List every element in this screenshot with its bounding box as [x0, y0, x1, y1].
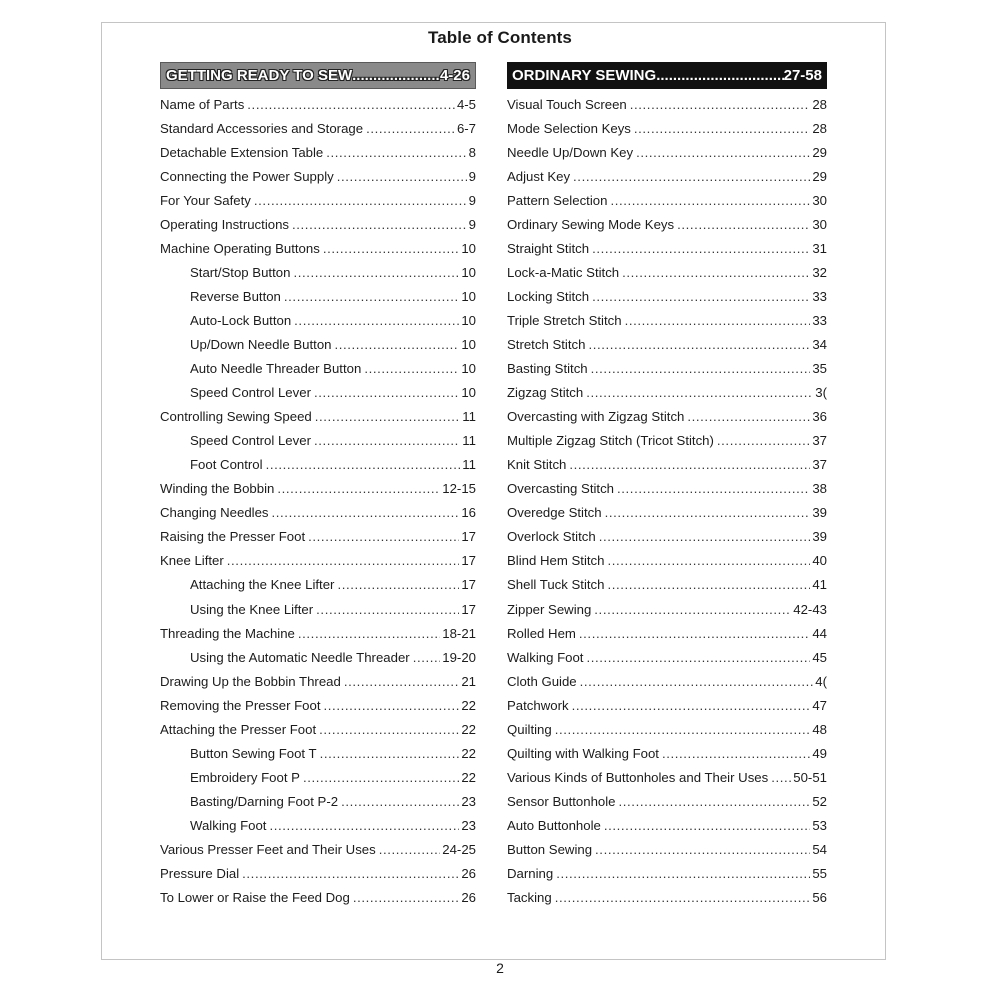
dot-leader: [717, 433, 810, 448]
toc-entry-title: Darning: [507, 866, 554, 882]
toc-entry-page: 38: [812, 481, 827, 497]
toc-entry-title: Reverse Button: [190, 288, 281, 304]
dot-leader: [586, 385, 813, 400]
toc-subentry[interactable]: [160, 573, 476, 597]
dot-leader: [337, 169, 467, 184]
toc-entry[interactable]: [507, 789, 827, 813]
dot-leader: [610, 193, 810, 208]
toc-entry-title: Speed Control Lever: [190, 433, 311, 449]
dot-leader: [269, 818, 459, 833]
toc-entry[interactable]: [160, 92, 476, 116]
toc-entry[interactable]: [507, 717, 827, 741]
toc-entry-title: Mode Selection Keys: [507, 120, 631, 136]
dot-leader: [326, 145, 466, 160]
toc-entry-page: 24-25: [442, 841, 476, 857]
page-number: 2: [496, 960, 504, 976]
dot-leader: [324, 698, 460, 713]
toc-entry-title: Ordinary Sewing Mode Keys: [507, 216, 675, 232]
toc-entry-page: 23: [461, 793, 476, 809]
toc-entry-title: Foot Control: [190, 457, 263, 473]
dot-leader: [293, 265, 459, 280]
toc-entry-title: Various Presser Feet and Their Uses: [160, 841, 376, 857]
toc-entry-page: 26: [461, 866, 476, 882]
section-heading-pages: 27-58: [783, 67, 822, 84]
dot-leader: [242, 866, 459, 881]
toc-entry[interactable]: [507, 501, 827, 525]
toc-entry-title: Button Sewing: [507, 841, 593, 857]
dot-leader: [591, 361, 811, 376]
dot-leader: [580, 674, 814, 689]
section-heading-getting-ready[interactable]: [160, 62, 476, 89]
toc-entry[interactable]: [160, 236, 476, 260]
toc-entry-title: Name of Parts: [160, 96, 245, 112]
toc-entry-page: 8: [468, 144, 476, 160]
dot-leader: [579, 626, 810, 641]
dot-leader: [320, 746, 460, 761]
toc-entry[interactable]: [507, 645, 827, 669]
toc-entry-list: [507, 92, 827, 910]
dot-leader: [622, 265, 810, 280]
toc-entry-page: 28: [812, 120, 827, 136]
dot-leader: [247, 97, 455, 112]
toc-entry-page: 34: [812, 336, 827, 352]
toc-entry-page: 10: [461, 361, 476, 377]
dot-leader: [366, 121, 455, 136]
dot-leader: [586, 650, 810, 665]
toc-entry-title: Knee Lifter: [160, 553, 224, 569]
toc-entry[interactable]: [160, 669, 476, 693]
dot-leader: [573, 169, 810, 184]
toc-entry[interactable]: [507, 813, 827, 837]
toc-entry[interactable]: [507, 886, 827, 910]
toc-entry[interactable]: [507, 477, 827, 501]
toc-entry-page: 49: [812, 745, 827, 761]
dot-leader: [604, 818, 810, 833]
dot-leader: [572, 698, 811, 713]
dot-leader: [555, 890, 811, 905]
toc-entry-page: 19-20: [442, 649, 476, 665]
dot-leader: [619, 794, 811, 809]
toc-entry-page: 17: [461, 529, 476, 545]
toc-entry-title: Attaching the Presser Foot: [160, 721, 317, 737]
toc-subentry[interactable]: [160, 741, 476, 765]
dot-leader: [314, 433, 460, 448]
toc-entry-page: 3(: [815, 385, 827, 401]
dot-leader: [607, 577, 810, 592]
toc-entry-page: 32: [812, 264, 827, 280]
dot-leader: [569, 457, 810, 472]
toc-entry-page: 11: [462, 433, 476, 449]
dot-leader: [636, 145, 810, 160]
toc-entry-page: 22: [461, 745, 476, 761]
toc-entry[interactable]: [507, 260, 827, 284]
toc-entry-page: 21: [461, 673, 476, 689]
toc-entry-title: Zipper Sewing: [507, 601, 592, 617]
toc-entry[interactable]: [160, 164, 476, 188]
toc-entry[interactable]: [507, 453, 827, 477]
toc-entry-title: Adjust Key: [507, 168, 571, 184]
toc-entry[interactable]: [160, 837, 476, 861]
toc-entry-page: 44: [812, 625, 827, 641]
toc-entry-title: Removing the Presser Foot: [160, 697, 321, 713]
toc-entry-page: 47: [812, 697, 827, 713]
toc-entry-page: 29: [812, 144, 827, 160]
toc-entry-title: Overlock Stitch: [507, 529, 596, 545]
toc-entry-title: Shell Tuck Stitch: [507, 577, 605, 593]
toc-subentry[interactable]: [160, 308, 476, 332]
dot-leader: [413, 650, 441, 665]
dot-leader: [588, 337, 810, 352]
toc-entry[interactable]: [507, 188, 827, 212]
toc-entry[interactable]: [507, 308, 827, 332]
toc-entry-page: 40: [812, 553, 827, 569]
section-heading-label: ORDINARY SEWING: [512, 67, 657, 84]
toc-entry-title: Stretch Stitch: [507, 336, 586, 352]
section-heading-label: GETTING READY TO SEW: [166, 67, 353, 84]
toc-entry-page: 10: [461, 336, 476, 352]
toc-entry[interactable]: [160, 621, 476, 645]
section-heading-pages: 4-26: [439, 67, 470, 84]
toc-entry-title: Various Kinds of Buttonholes and Their Uses: [507, 769, 769, 785]
toc-entry-title: Winding the Bobbin: [160, 481, 275, 497]
dot-leader: [353, 890, 459, 905]
toc-subentry[interactable]: [160, 597, 476, 621]
toc-entry[interactable]: [160, 477, 476, 501]
toc-entry-title: Visual Touch Screen: [507, 96, 627, 112]
toc-entry-title: Triple Stretch Stitch: [507, 312, 622, 328]
toc-entry[interactable]: [160, 862, 476, 886]
toc-entry-title: Changing Needles: [160, 505, 269, 521]
toc-entry-title: Speed Control Lever: [190, 385, 311, 401]
toc-entry-page: 9: [468, 216, 476, 232]
dot-leader: [314, 385, 459, 400]
toc-entry[interactable]: [160, 212, 476, 236]
dot-leader: [315, 409, 461, 424]
toc-entry-page: 17: [461, 601, 476, 617]
toc-entry-page: 9: [468, 168, 476, 184]
toc-entry[interactable]: [507, 549, 827, 573]
dot-leader: [303, 770, 459, 785]
toc-entry[interactable]: [507, 573, 827, 597]
toc-entry-page: 22: [461, 769, 476, 785]
dot-leader: [677, 217, 810, 232]
toc-entry-title: Basting Stitch: [507, 361, 588, 377]
toc-entry-page: 53: [812, 817, 827, 833]
toc-column-right: [507, 62, 827, 910]
toc-entry[interactable]: [160, 693, 476, 717]
dot-leader: [656, 67, 783, 84]
toc-entry-title: Start/Stop Button: [190, 264, 291, 280]
toc-entry-title: Controlling Sewing Speed: [160, 409, 312, 425]
dot-leader: [323, 241, 460, 256]
toc-entry[interactable]: [507, 693, 827, 717]
dot-leader: [341, 794, 459, 809]
toc-entry-page: 56: [812, 890, 827, 906]
toc-entry-page: 18-21: [442, 625, 476, 641]
dot-leader: [298, 626, 440, 641]
toc-entry-page: 39: [812, 505, 827, 521]
dot-leader: [308, 529, 459, 544]
toc-entry[interactable]: [507, 405, 827, 429]
toc-entry-page: 11: [462, 409, 476, 425]
toc-entry-page: 54: [812, 841, 827, 857]
toc-entry-page: 36: [812, 409, 827, 425]
dot-leader: [227, 553, 460, 568]
dot-leader: [364, 361, 459, 376]
dot-leader: [294, 313, 459, 328]
toc-entry-page: 10: [461, 240, 476, 256]
toc-entry-title: Quilting: [507, 721, 552, 737]
toc-entry-title: Needle Up/Down Key: [507, 144, 634, 160]
toc-entry-title: Quilting with Walking Foot: [507, 745, 659, 761]
toc-entry[interactable]: [507, 212, 827, 236]
toc-entry-page: 55: [812, 866, 827, 882]
toc-entry-title: Locking Stitch: [507, 288, 590, 304]
toc-entry-title: To Lower or Raise the Feed Dog: [160, 890, 350, 906]
dot-leader: [266, 457, 461, 472]
toc-entry-title: Overedge Stitch: [507, 505, 602, 521]
dot-leader: [292, 217, 467, 232]
toc-subentry[interactable]: [160, 453, 476, 477]
dot-leader: [662, 746, 810, 761]
toc-entry-title: Operating Instructions: [160, 216, 290, 232]
toc-entry-page: 16: [461, 505, 476, 521]
toc-entry-title: Zigzag Stitch: [507, 385, 584, 401]
toc-subentry[interactable]: [160, 645, 476, 669]
toc-entry-page: 12-15: [442, 481, 476, 497]
toc-entry[interactable]: [507, 140, 827, 164]
toc-entry-title: Overcasting with Zigzag Stitch: [507, 409, 685, 425]
dot-leader: [334, 337, 459, 352]
dot-leader: [379, 842, 441, 857]
toc-subentry[interactable]: [160, 765, 476, 789]
toc-entry[interactable]: [160, 405, 476, 429]
dot-leader: [344, 674, 460, 689]
toc-entry-page: 10: [461, 312, 476, 328]
toc-entry-page: 4(: [815, 673, 827, 689]
toc-entry[interactable]: [507, 284, 827, 308]
dot-leader: [337, 577, 459, 592]
toc-entry-page: 4-5: [456, 96, 476, 112]
toc-entry[interactable]: [507, 92, 827, 116]
toc-entry-page: 42-43: [793, 601, 827, 617]
toc-entry-title: Machine Operating Buttons: [160, 240, 320, 256]
toc-subentry[interactable]: [160, 357, 476, 381]
toc-entry-title: Embroidery Foot P: [190, 769, 300, 785]
dot-leader: [625, 313, 811, 328]
toc-entry-title: Knit Stitch: [507, 457, 567, 473]
toc-entry-page: 29: [812, 168, 827, 184]
page-title: Table of Contents: [428, 28, 572, 47]
toc-entry[interactable]: [160, 886, 476, 910]
toc-subentry[interactable]: [160, 284, 476, 308]
toc-entry-title: Button Sewing Foot T: [190, 745, 317, 761]
toc-entry[interactable]: [507, 862, 827, 886]
toc-entry-title: Raising the Presser Foot: [160, 529, 306, 545]
toc-entry-page: 41: [812, 577, 827, 593]
dot-leader: [319, 722, 459, 737]
toc-entry[interactable]: [507, 429, 827, 453]
toc-entry-title: Straight Stitch: [507, 240, 590, 256]
toc-entry-page: 28: [812, 96, 827, 112]
toc-entry-title: Lock-a-Matic Stitch: [507, 264, 620, 280]
toc-entry-title: Connecting the Power Supply: [160, 168, 334, 184]
toc-entry[interactable]: [507, 116, 827, 140]
toc-entry-page: 10: [461, 264, 476, 280]
toc-entry[interactable]: [507, 621, 827, 645]
toc-entry-page: 52: [812, 793, 827, 809]
toc-entry-page: 6-7: [456, 120, 476, 136]
toc-entry-page: 50-51: [793, 769, 827, 785]
toc-entry-page: 48: [812, 721, 827, 737]
toc-entry-title: Auto Buttonhole: [507, 817, 601, 833]
toc-entry-title: Walking Foot: [507, 649, 584, 665]
toc-entry[interactable]: [160, 525, 476, 549]
toc-entry-page: 26: [461, 890, 476, 906]
dot-leader: [277, 481, 440, 496]
toc-entry[interactable]: [160, 549, 476, 573]
toc-entry[interactable]: [160, 501, 476, 525]
toc-subentry[interactable]: [160, 813, 476, 837]
toc-entry-page: 45: [812, 649, 827, 665]
dot-leader: [316, 602, 459, 617]
toc-entry[interactable]: [160, 717, 476, 741]
toc-entry-title: Blind Hem Stitch: [507, 553, 605, 569]
toc-entry-page: 22: [461, 697, 476, 713]
toc-entry-page: 9: [468, 192, 476, 208]
toc-entry-title: Attaching the Knee Lifter: [190, 577, 335, 593]
toc-entry-page: 35: [812, 361, 827, 377]
toc-entry-title: Standard Accessories and Storage: [160, 120, 364, 136]
toc-entry-title: Using the Knee Lifter: [190, 601, 314, 617]
toc-entry-title: Pressure Dial: [160, 866, 240, 882]
dot-leader: [555, 722, 811, 737]
toc-subentry[interactable]: [160, 260, 476, 284]
toc-entry-title: Drawing Up the Bobbin Thread: [160, 673, 341, 689]
toc-entry[interactable]: [507, 837, 827, 861]
toc-entry-page: 37: [812, 457, 827, 473]
dot-leader: [607, 553, 810, 568]
dot-leader: [595, 842, 810, 857]
toc-column-left: [160, 62, 476, 910]
toc-entry-title: Tacking: [507, 890, 552, 906]
toc-entry[interactable]: [507, 765, 827, 789]
toc-entry-title: Detachable Extension Table: [160, 144, 324, 160]
dot-leader: [592, 289, 810, 304]
toc-subentry[interactable]: [160, 429, 476, 453]
toc-subentry[interactable]: [160, 332, 476, 356]
toc-entry[interactable]: [160, 116, 476, 140]
toc-entry-title: Sensor Buttonhole: [507, 793, 616, 809]
toc-entry[interactable]: [507, 525, 827, 549]
toc-entry-page: 33: [812, 288, 827, 304]
toc-entry[interactable]: [507, 332, 827, 356]
dot-leader: [687, 409, 810, 424]
toc-entry-page: 31: [812, 240, 827, 256]
toc-entry-page: 17: [461, 577, 476, 593]
section-heading-ordinary-sewing[interactable]: [507, 62, 827, 89]
dot-leader: [556, 866, 810, 881]
toc-entry-page: 23: [461, 817, 476, 833]
toc-entry[interactable]: [160, 188, 476, 212]
toc-entry-page: 17: [461, 553, 476, 569]
toc-entry-page: 10: [461, 385, 476, 401]
toc-entry-title: Threading the Machine: [160, 625, 295, 641]
toc-entry-page: 30: [812, 216, 827, 232]
toc-entry[interactable]: [507, 357, 827, 381]
toc-entry-page: 39: [812, 529, 827, 545]
toc-entry[interactable]: [507, 164, 827, 188]
toc-entry-title: Auto Needle Threader Button: [190, 361, 362, 377]
toc-entry-title: Multiple Zigzag Stitch (Tricot Stitch): [507, 433, 714, 449]
toc-entry-title: Rolled Hem: [507, 625, 576, 641]
toc-entry[interactable]: [160, 140, 476, 164]
toc-entry-page: 33: [812, 312, 827, 328]
dot-leader: [594, 602, 791, 617]
toc-subentry[interactable]: [160, 381, 476, 405]
toc-entry-page: 11: [462, 457, 476, 473]
toc-entry-title: Up/Down Needle Button: [190, 336, 332, 352]
toc-entry-page: 37: [812, 433, 827, 449]
toc-subentry[interactable]: [160, 789, 476, 813]
toc-entry[interactable]: [507, 669, 827, 693]
toc-entry-page: 30: [812, 192, 827, 208]
toc-entry-title: Basting/Darning Foot P-2: [190, 793, 339, 809]
toc-entry-title: Walking Foot: [190, 817, 267, 833]
dot-leader: [771, 770, 791, 785]
toc-entry[interactable]: [507, 741, 827, 765]
toc-entry-title: Using the Automatic Needle Threader: [190, 649, 410, 665]
toc-entry[interactable]: [507, 236, 827, 260]
dot-leader: [634, 121, 810, 136]
toc-entry[interactable]: [507, 597, 827, 621]
toc-entry[interactable]: [507, 381, 827, 405]
dot-leader: [617, 481, 810, 496]
dot-leader: [254, 193, 467, 208]
dot-leader: [352, 67, 440, 84]
dot-leader: [592, 241, 810, 256]
dot-leader: [599, 529, 811, 544]
dot-leader: [272, 505, 460, 520]
toc-entry-page: 22: [461, 721, 476, 737]
toc-entry-title: For Your Safety: [160, 192, 251, 208]
toc-entry-list: [160, 92, 476, 910]
dot-leader: [630, 97, 811, 112]
toc-entry-title: Overcasting Stitch: [507, 481, 615, 497]
toc-entry-title: Cloth Guide: [507, 673, 577, 689]
toc-entry-title: Patchwork: [507, 697, 569, 713]
toc-entry-page: 10: [461, 288, 476, 304]
toc-entry-title: Pattern Selection: [507, 192, 608, 208]
dot-leader: [605, 505, 811, 520]
dot-leader: [284, 289, 459, 304]
toc-entry-title: Auto-Lock Button: [190, 312, 292, 328]
